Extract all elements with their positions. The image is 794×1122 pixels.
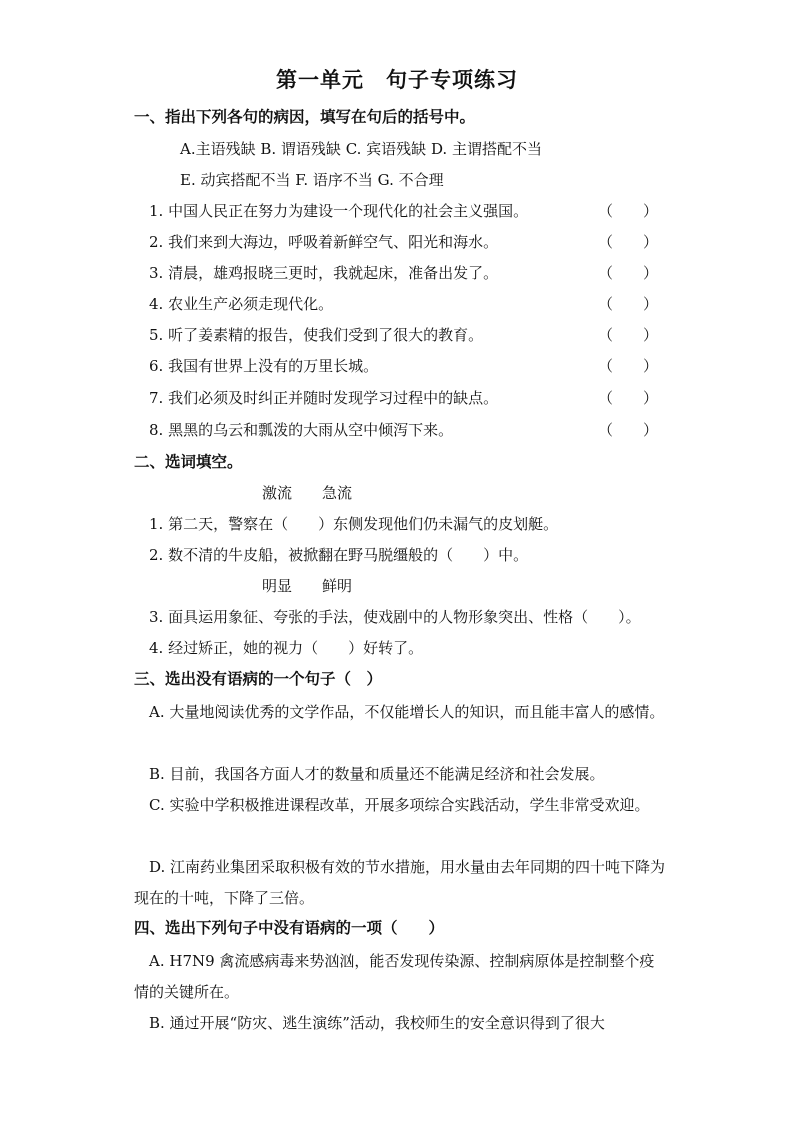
s2-question-3: 3. 面具运用象征、夸张的手法，使戏剧中的人物形象突出、性格（ ）。 xyxy=(149,608,641,626)
s3-option-b: B. 目前，我国各方面人才的数量和质量还不能满足经济和社会发展。 xyxy=(149,765,605,783)
s1-item-3: 3. 清晨，雄鸡报晓三更时，我就起床，准备出发了。 xyxy=(149,264,499,282)
section2-heading: 二、选词填空。 xyxy=(134,452,243,471)
s1-item-4: 4. 农业生产必须走现代化。 xyxy=(149,295,334,313)
section3-heading: 三、选出没有语病的一个句子（ ） xyxy=(134,669,383,688)
s3-option-a: A. 大量地阅读优秀的文学作品，不仅能增长人的知识，而且能丰富人的感情。 xyxy=(149,703,665,721)
s1-answer-blank-7[interactable]: （ ） xyxy=(598,389,659,407)
word-choice-2: 明显 鲜明 xyxy=(262,577,353,595)
s2-question-2: 2. 数不清的牛皮船，被掀翻在野马脱缰般的（ ）中。 xyxy=(149,546,529,564)
options-line-1: A.主语残缺 B. 谓语残缺 C. 宾语残缺 D. 主谓搭配不当 xyxy=(180,140,542,158)
s1-answer-blank-3[interactable]: （ ） xyxy=(598,264,659,282)
s1-item-5: 5. 听了姜素精的报告，使我们受到了很大的教育。 xyxy=(149,326,484,344)
s4-option-a: A. H7N9 禽流感病毒来势汹汹，能否发现传染源、控制病原体是控制整个疫情的关键所在。 xyxy=(134,952,655,1001)
s4-option-b: B. 通过开展“防灾、逃生演练”活动，我校师生的安全意识得到了很大 xyxy=(149,1014,605,1032)
s1-item-6: 6. 我国有世界上没有的万里长城。 xyxy=(149,357,379,375)
section1-heading: 一、指出下列各句的病因，填写在句后的括号中。 xyxy=(134,107,476,126)
s3-option-d: D. 江南药业集团采取积极有效的节水措施，用水量由去年同期的四十吨下降为现在的十吨，下降了三倍。 xyxy=(134,858,666,907)
word-choice-1: 激流 急流 xyxy=(262,484,353,502)
options-line-2: E. 动宾搭配不当 F. 语序不当 G. 不合理 xyxy=(180,171,444,189)
s2-question-1: 1. 第二天，警察在（ ）东侧发现他们仍未漏气的皮划艇。 xyxy=(149,515,559,533)
s1-item-7: 7. 我们必须及时纠正并随时发现学习过程中的缺点。 xyxy=(149,389,499,407)
page-title: 第一单元 句子专项练习 xyxy=(276,67,518,92)
s3-option-c: C. 实验中学积极推进课程改革，开展多项综合实践活动，学生非常受欢迎。 xyxy=(149,796,650,814)
s1-item-1: 1. 中国人民正在努力为建设一个现代化的社会主义强国。 xyxy=(149,202,529,220)
s1-item-2: 2. 我们来到大海边，呼吸着新鲜空气、阳光和海水。 xyxy=(149,233,499,251)
s2-question-4: 4. 经过矫正，她的视力（ ）好转了。 xyxy=(149,639,424,657)
s1-answer-blank-8[interactable]: （ ） xyxy=(598,421,659,439)
section4-heading: 四、选出下列句子中没有语病的一项（ ） xyxy=(134,918,445,937)
s1-answer-blank-6[interactable]: （ ） xyxy=(598,357,659,375)
s1-answer-blank-5[interactable]: （ ） xyxy=(598,326,659,344)
s1-answer-blank-2[interactable]: （ ） xyxy=(598,233,659,251)
s1-answer-blank-1[interactable]: （ ） xyxy=(598,202,659,220)
s1-answer-blank-4[interactable]: （ ） xyxy=(598,295,659,313)
s1-item-8: 8. 黑黑的乌云和瓢泼的大雨从空中倾泻下来。 xyxy=(149,421,454,439)
